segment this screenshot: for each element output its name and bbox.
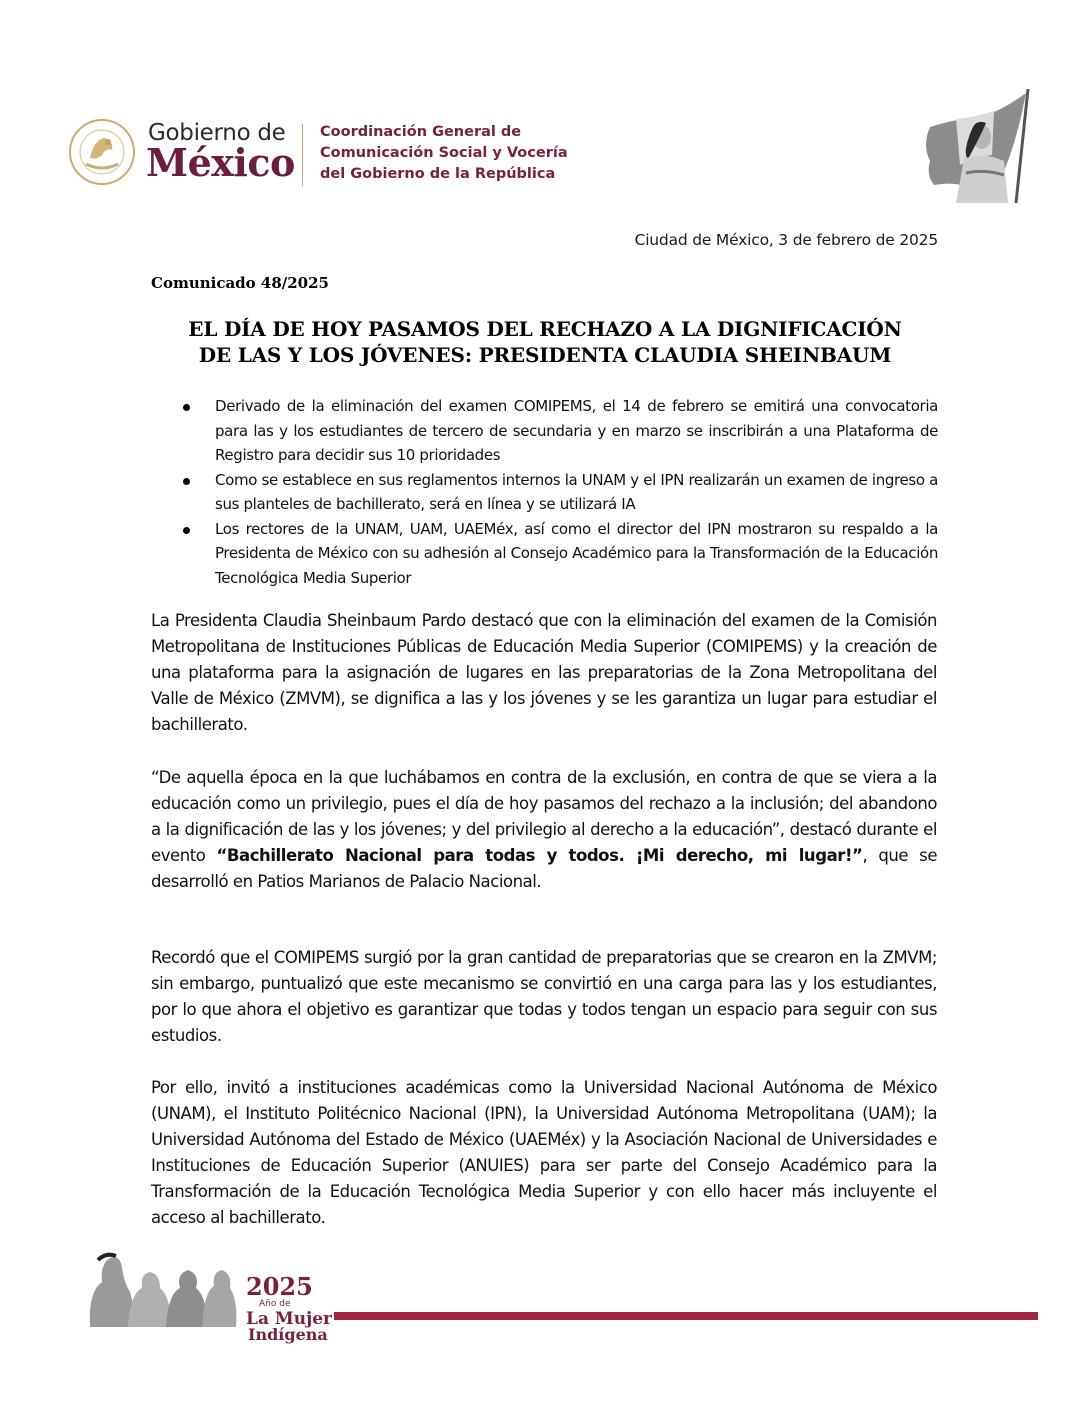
page-title xyxy=(120,316,970,368)
list-item xyxy=(180,468,938,517)
headline-line-2: DE LAS Y LOS JÓVENES: PRESIDENTA CLAUDIA SHEINBAUM xyxy=(198,343,892,367)
footer-indigena: Indígena xyxy=(248,1325,328,1344)
bullet-text: Derivado de la eliminación del examen COMIPEMS, el 14 de febrero se emitirá una convocatoria para las y los estudiantes de tercero de secundaria y en marzo se inscribirán a una Plataforma de Registro para decidir sus 10 prioridades xyxy=(215,397,938,464)
agency-line-2: Comunicación Social y Vocería xyxy=(320,145,568,161)
footer-divider xyxy=(334,1312,1038,1320)
body-paragraph-4: Por ello, invitó a instituciones académicas como la Universidad Nacional Autónoma de México (UNAM), el Instituto Politécnico Nacional (IPN), la Universidad Autónoma Metropolitana (UAM); la Universidad Autónoma del Estado de México (UAEMéx) y la Asociación Nacional de Universidades e Instituciones de Educación Superior (ANUIES) para ser parte del Consejo Académico para la Transformación de la Educación Tecnológica Media Superior y con ello hacer más incluyente el acceso al bachillerato. xyxy=(151,1078,937,1227)
quote-text: “De aquella época en la que luchábamos en contra de la exclusión, en contra de que se viera a la educación como un privilegio, pues el día de hoy pasamos del rechazo a la inclusión; del abandono a la dignificación de las y los jóvenes; y del privilegio al derecho a la educación”, destacó durante el evento xyxy=(151,768,937,865)
headline-line-1: EL DÍA DE HOY PASAMOS DEL RECHAZO A LA DIGNIFICACIÓN xyxy=(188,317,902,341)
letterhead xyxy=(68,110,1028,220)
summary-bullets xyxy=(180,394,938,590)
quote-tail: , que se desarrolló en Patios Marianos de Palacio Nacional. xyxy=(151,846,938,891)
agency-name xyxy=(320,122,568,185)
bullet-text: Como se establece en sus reglamentos internos la UNAM y el IPN realizarán un examen de ingreso a sus planteles de bachillerato, será en línea y se utilizará IA xyxy=(215,470,938,513)
body-paragraph-3: Recordó que el COMIPEMS surgió por la gran cantidad de preparatorias que se crearon en la ZMVM; sin embargo, puntualizó que este mecanismo se convirtió en una carga para las y los estudiantes, por lo que ahora el objetivo es garantizar que todas y todos tengan un espacio para seguir con sus estudios. xyxy=(151,948,937,1045)
woman-with-flag-illustration-icon xyxy=(916,85,1042,207)
bullet-icon xyxy=(183,478,190,485)
footer-year: 2025 xyxy=(246,1272,313,1301)
event-name: “Bachillerato Nacional para todas y todos. ¡Mi derecho, mi lugar!” xyxy=(216,846,863,865)
communique-number: Comunicado 48/2025 xyxy=(151,274,329,292)
bullet-text: Los rectores de la UNAM, UAM, UAEMéx, así como el director del IPN mostraron su respaldo a la Presidenta de México con su adhesión al Consejo Académico para la Transformación de la Educación Tecnológica Media Superior xyxy=(215,519,938,587)
bullet-icon xyxy=(183,404,190,411)
indigenous-women-illustration-icon xyxy=(80,1252,238,1327)
agency-line-3: del Gobierno de la República xyxy=(320,166,556,182)
bullet-icon xyxy=(183,527,190,534)
body-paragraph-1: La Presidenta Claudia Sheinbaum Pardo destacó que con la eliminación del examen de la Comisión Metropolitana de Instituciones Públicas de Educación Media Superior (COMIPEMS) y la creación de una plataforma para la asignación de lugares en las preparatorias de la Zona Metropolitana del Valle de México (ZMVM), se dignifica a las y los jóvenes y se les garantiza un lugar para estudiar el bachillerato. xyxy=(151,611,937,734)
list-item xyxy=(180,517,938,591)
footer-la-mujer: La Mujer xyxy=(246,1309,332,1329)
dateline: Ciudad de México, 3 de febrero de 2025 xyxy=(634,231,938,249)
agency-line-1: Coordinación General de xyxy=(320,124,522,140)
footer-ano-de: Año de xyxy=(259,1299,291,1309)
list-item xyxy=(180,394,938,468)
logo-divider xyxy=(302,124,303,186)
coat-of-arms-seal-icon xyxy=(68,118,136,186)
body-paragraph-2 xyxy=(151,765,937,895)
logo-gobierno-de: Gobierno de xyxy=(148,120,286,146)
logo-mexico: México xyxy=(146,140,295,185)
